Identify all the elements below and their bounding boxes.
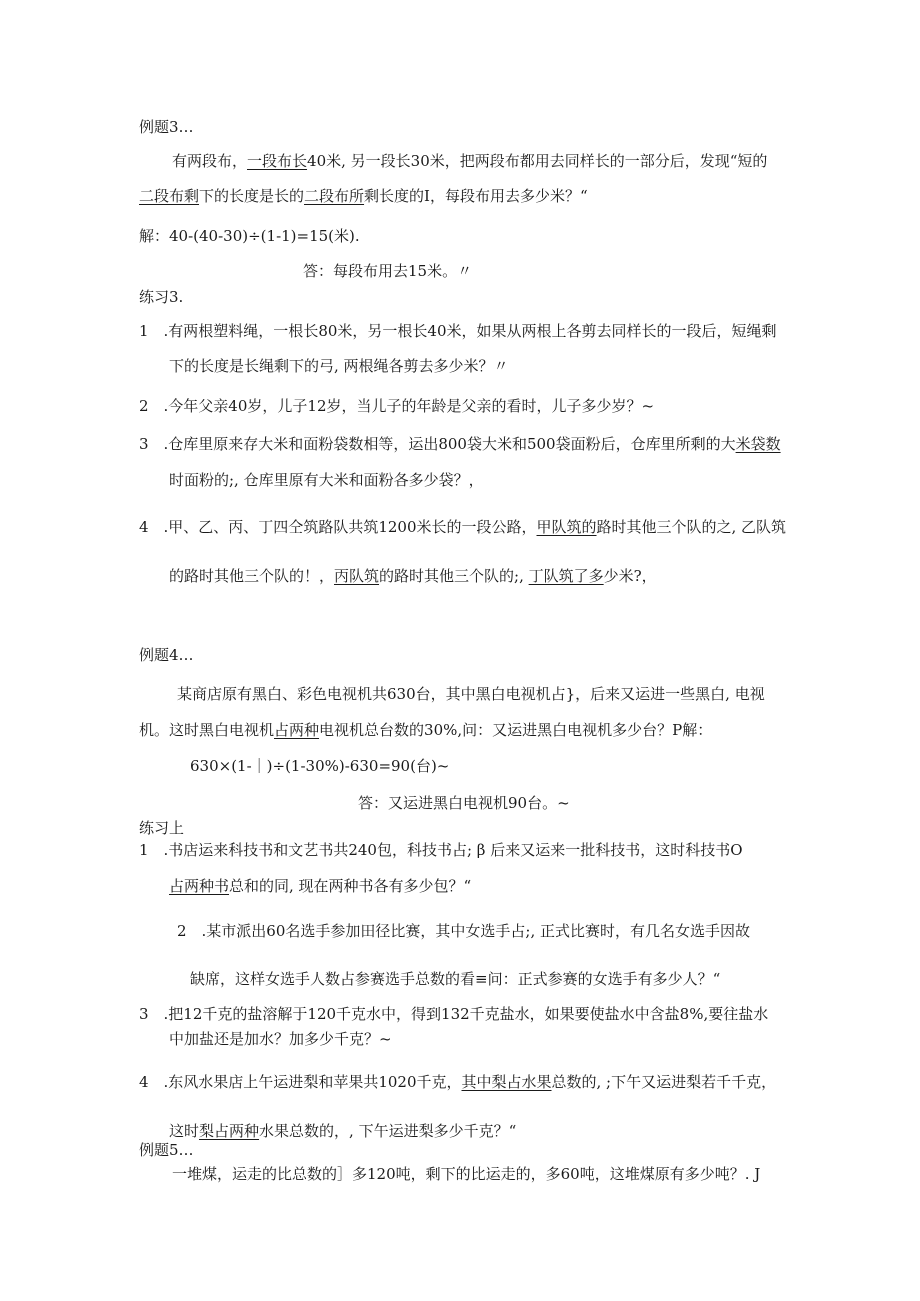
example-4-heading: 例题4… — [139, 646, 194, 664]
practice-3-q3-line-2: 时面粉的;, 仓库里原有大米和面粉各多少袋？， — [169, 471, 484, 489]
text: 40米, 另一段长30米，把两段布都用去同样长的一部分后，发现“短的 — [307, 152, 768, 170]
underlined-text: 占两种 — [274, 721, 320, 739]
example-4-problem-line-1: 某商店原有黑白、彩色电视机共630台，其中黑白电视机占}，后来又运进一些黑白, 电视 — [177, 685, 765, 703]
practice-4-heading: 练习上 — [139, 819, 185, 837]
practice-3-heading: 练习3. — [139, 288, 184, 306]
text: 机。这时黑白电视机 — [139, 721, 275, 739]
underlined-text: 甲队筑的 — [536, 518, 597, 536]
practice-4-q3-line-2: 中加盐还是加水？加多少千克？~ — [169, 1030, 392, 1048]
practice-4-q1-line-2 — [169, 876, 471, 896]
text: 少米?， — [603, 567, 657, 585]
underlined-text: 二段布剩 — [139, 187, 200, 205]
example-4-formula: 630×(1-｜)÷(1-30%)-630=90(台)~ — [190, 757, 450, 775]
practice-4-q2-line-1: 2 .某市派出60名选手参加田径比赛，其中女选手占;, 正式比赛时，有几名女选手因故 — [177, 922, 750, 940]
text: 总和的同, 现在两种书各有多少包？“ — [229, 877, 472, 895]
practice-3-q3-line-1 — [139, 434, 781, 454]
text: 路时其他三个队的之, 乙队筑 — [596, 518, 787, 536]
text: 4 .东风水果店上午运进梨和苹果共1020千克， — [139, 1073, 462, 1091]
underlined-text: 其中梨占水果 — [461, 1073, 552, 1091]
practice-4-q3-line-1: 3 .把12千克的盐溶解于120千克水中，得到132千克盐水，如果要使盐水中含盐8%,要往盐水 — [139, 1005, 769, 1023]
example-5-problem-line-1: 一堆煤，运走的比总数的］多120吨，剩下的比运走的，多60吨，这堆煤原有多少吨？. J — [172, 1165, 761, 1183]
text: 下的长度是长的 — [199, 187, 305, 205]
text: 电视机总台数的30%,问：又运进黑白电视机多少台？P解： — [319, 721, 713, 739]
practice-3-q1-line-1: 1 .有两根塑料绳，一根长80米，另一根长40米，如果从两根上各剪去同样长的一段后，短绳剩 — [139, 322, 777, 340]
example-3-answer: 答：每段布用去15米。〃 — [303, 262, 473, 280]
practice-3-q1-line-2: 下的长度是长绳剩下的弓, 两根绳各剪去多少米？〃 — [169, 357, 509, 375]
example-3-heading: 例题3… — [139, 118, 194, 136]
text: 3 .仓库里原来存大米和面粉袋数相等，运出800袋大米和500袋面粉后，仓库里所剩的大 — [139, 435, 736, 453]
practice-4-q2-line-2: 缺席，这样女选手人数占参赛选手总数的看≡问：正式参赛的女选手有多少人？“ — [190, 970, 721, 988]
text: 有两段布， — [172, 152, 248, 170]
text: 4 .甲、乙、丙、丁四仝筑路队共筑1200米长的一段公路， — [139, 518, 537, 536]
example-4-problem-line-2 — [139, 720, 712, 740]
practice-3-q4-line-2 — [169, 566, 657, 586]
example-3-solution: 解：40-(40-30)÷(1-1)=15(米). — [139, 227, 360, 245]
underlined-text: 米袋数 — [735, 435, 781, 453]
text: 总数的, ;下午又运进梨若千千克， — [551, 1073, 777, 1091]
example-3-problem-line-2 — [139, 186, 588, 206]
text: 这时 — [169, 1122, 200, 1140]
text: 剩长度的I，每段布用去多少米？“ — [364, 187, 588, 205]
example-3-problem-line-1 — [172, 151, 767, 171]
example-4-answer: 答：又运进黑白电视机90台。~ — [358, 794, 570, 812]
underlined-text: 丙队筑 — [334, 567, 380, 585]
text: 的路时其他三个队的;, — [379, 567, 529, 585]
text: 水果总数的，, 下午运进梨多少千克？“ — [259, 1122, 517, 1140]
practice-4-q4-line-1 — [139, 1072, 776, 1092]
practice-4-q4-line-2 — [169, 1121, 516, 1141]
underlined-text: 占两种书 — [169, 877, 230, 895]
practice-3-q2: 2 .今年父亲40岁，儿子12岁，当儿子的年龄是父亲的看时，儿子多少岁？~ — [139, 397, 655, 415]
practice-3-q4-line-1 — [139, 517, 786, 537]
underlined-text: 二段布所 — [304, 187, 365, 205]
underlined-text: 丁队筑了多 — [528, 567, 604, 585]
underlined-text: 梨占两种 — [199, 1122, 260, 1140]
practice-4-q1-line-1: 1 .书店运来科技书和文艺书共240包，科技书占; β 后来又运来一批科技书，这时科技书O — [139, 841, 743, 859]
text: 的路时其他三个队的！， — [169, 567, 335, 585]
underlined-text: 一段布长 — [247, 152, 308, 170]
example-5-heading: 例题5… — [139, 1141, 194, 1159]
